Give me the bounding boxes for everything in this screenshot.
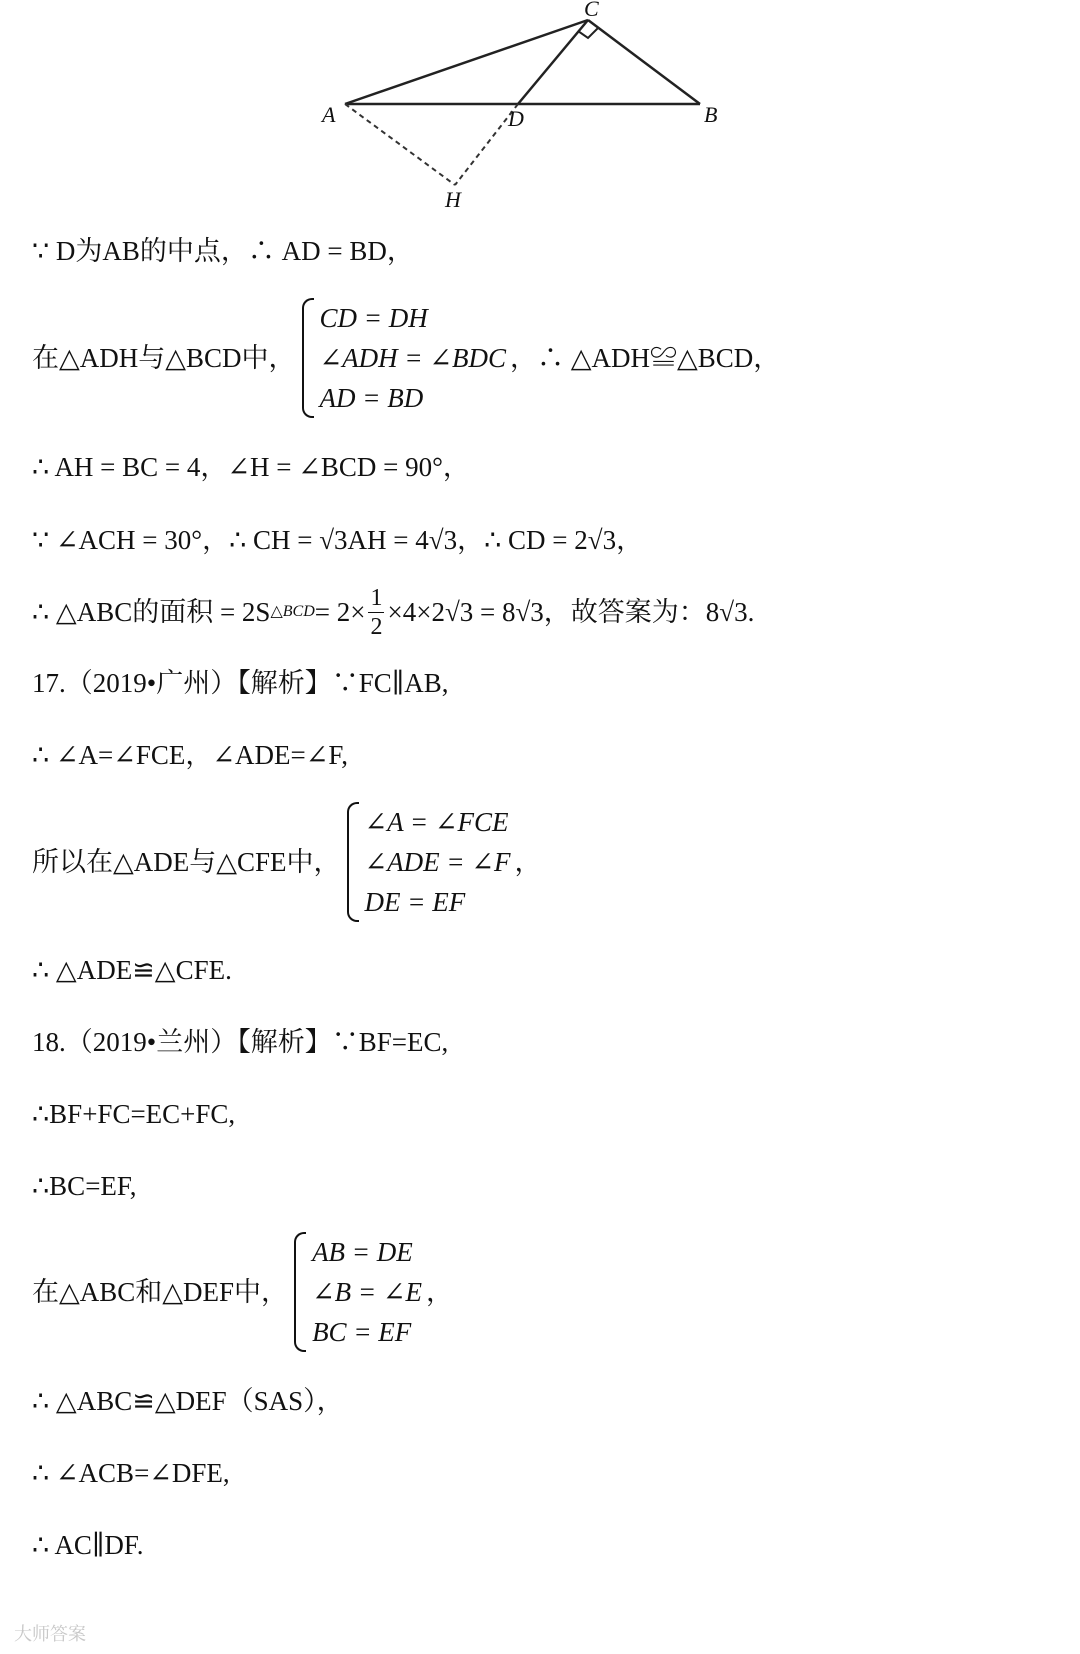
line-6 (32, 666, 448, 700)
line-8-prefix: 所以在△ADE与△CFE中， (32, 847, 341, 877)
fraction-numerator: 1 (370, 584, 383, 611)
line-3 (32, 450, 470, 484)
system-3-row-1: AB = DE (312, 1237, 413, 1267)
line-14 (32, 1384, 344, 1418)
line-12-text: ∴BC=EF, (32, 1171, 137, 1201)
line-3-text: ∴ AH = BC = 4，∠H = ∠BCD = 90°， (32, 452, 470, 482)
geometry-figure (0, 0, 1080, 230)
line-11-text: ∴BF+FC=EC+FC, (32, 1099, 236, 1129)
line-8-system (32, 802, 542, 922)
line-9 (32, 953, 232, 987)
watermark: 大师答案 (14, 1624, 86, 1645)
line-15-text: ∴ ∠ACB=∠DFE, (32, 1458, 230, 1488)
problem-17-heading: 17.（2019•广州）【解析】∵FC∥AB, (32, 668, 449, 698)
line-15 (32, 1456, 230, 1490)
line-12 (32, 1169, 137, 1203)
line-16-text: ∴ AC∥DF. (32, 1530, 144, 1560)
line-1-text: ∵ D为AB的中点，∴ AD = BD， (32, 236, 414, 266)
system-3-row-2: ∠B = ∠E (312, 1277, 423, 1307)
line-5-mid: = 2× (314, 597, 366, 627)
line-10 (32, 1025, 448, 1059)
brace-2 (347, 802, 359, 922)
label-c: C (584, 0, 599, 21)
line-5-suffix: ×4×2√3 = 8√3，故答案为：8√3. (387, 597, 755, 627)
line-13-system (32, 1232, 453, 1352)
fraction-one-half (368, 584, 384, 641)
line-2-prefix: 在△ADH与△BCD中， (32, 343, 296, 373)
line-16 (32, 1528, 144, 1562)
equation-system-2 (347, 802, 511, 922)
line-2-suffix: ，∴ △ADH≌△BCD， (510, 343, 781, 373)
line-7-text: ∴ ∠A=∠FCE，∠ADE=∠F, (32, 740, 348, 770)
line-13-suffix: ， (426, 1277, 454, 1307)
brace-1 (302, 298, 314, 418)
system-1-row-2: ∠ADH = ∠BDC (319, 343, 507, 373)
system-2-row-2: ∠ADE = ∠F (364, 847, 511, 877)
system-1-row-3: AD = BD (319, 383, 424, 413)
problem-18-heading: 18.（2019•兰州）【解析】∵BF=EC, (32, 1027, 449, 1057)
brace-3 (294, 1232, 306, 1352)
line-9-text: ∴ △ADE≌△CFE. (32, 955, 232, 985)
line-1 (32, 234, 414, 268)
line-4-text: ∵ ∠ACH = 30°，∴ CH = √3AH = 4√3，∴ CD = 2√3， (32, 525, 644, 555)
line-14-text: ∴ △ABC≌△DEF（SAS）， (32, 1386, 344, 1416)
equation-system-3 (294, 1232, 422, 1352)
segment-cb (588, 20, 700, 104)
system-2-row-3: DE = EF (364, 887, 466, 917)
label-b: B (704, 102, 718, 127)
system-1-row-1: CD = DH (319, 303, 428, 333)
equation-system-1 (302, 298, 506, 418)
label-a: A (322, 102, 336, 127)
line-13-prefix: 在△ABC和△DEF中， (32, 1277, 289, 1307)
line-5 (32, 582, 754, 642)
line-5-prefix: ∴ △ABC的面积 = 2S (32, 597, 271, 627)
segment-ah-dashed (345, 104, 455, 185)
line-7 (32, 738, 348, 772)
system-2-row-1: ∠A = ∠FCE (364, 807, 509, 837)
fraction-denominator: 2 (370, 613, 383, 640)
line-8-suffix: ， (514, 847, 542, 877)
line-11 (32, 1097, 235, 1131)
label-h: H (445, 187, 461, 212)
line-2-system (32, 298, 780, 418)
system-3-row-3: BC = EF (312, 1317, 412, 1347)
label-d: D (508, 106, 524, 131)
area-subscript: △BCD (270, 603, 315, 620)
line-4 (32, 523, 643, 557)
